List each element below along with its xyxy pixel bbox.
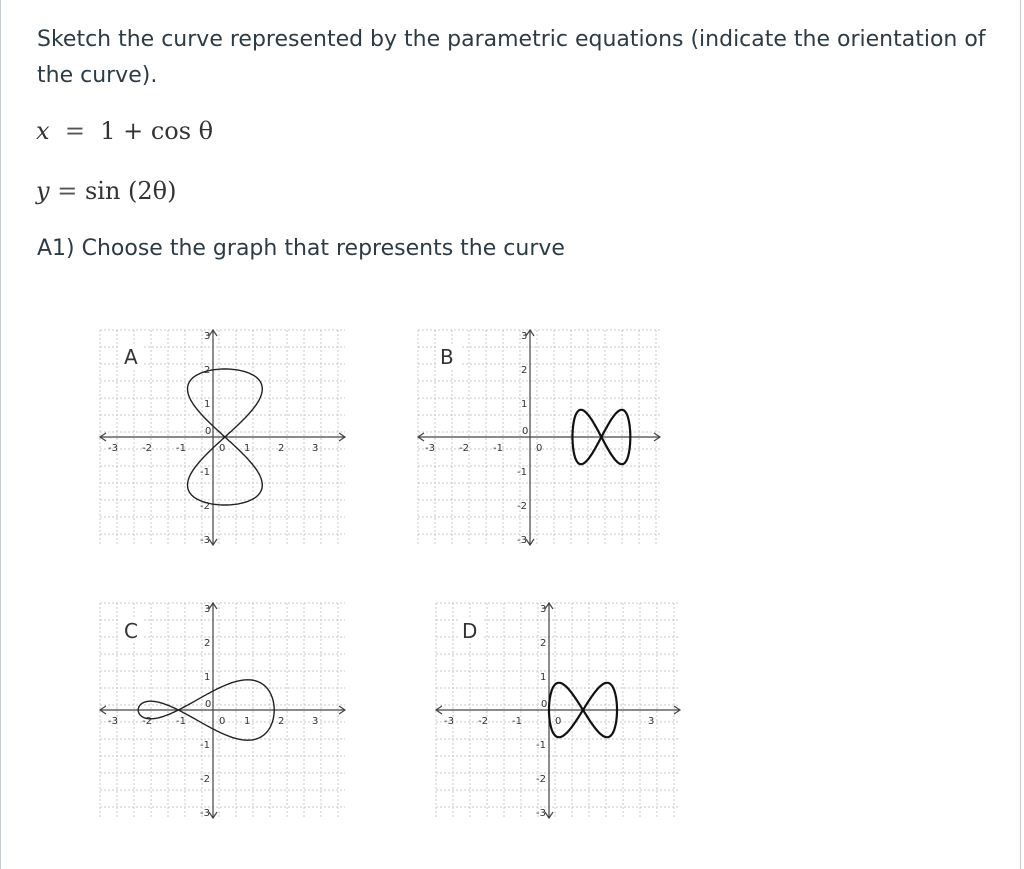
graph-option-c[interactable]: [100, 603, 345, 819]
x-tick-label: 0: [555, 716, 562, 727]
y-tick-label: 2: [521, 365, 528, 376]
y-tick-label: 2: [204, 365, 211, 376]
y-tick-label: 1: [204, 399, 211, 410]
y-tick-label: 3: [204, 604, 211, 615]
x-tick-label: -2: [142, 443, 152, 454]
x-tick-label: 3: [648, 716, 655, 727]
y-tick-label: 0: [205, 699, 212, 710]
x-tick-label: 0: [219, 716, 226, 727]
y-tick-label: 1: [540, 672, 547, 683]
question-text: Sketch the curve represented by the parametric equations (indicate the orientation of the curve).: [37, 27, 986, 88]
y-tick-label: -3: [200, 808, 210, 819]
y-tick-label: 3: [540, 604, 547, 615]
y-tick-label: -3: [200, 535, 210, 546]
x-tick-label: -3: [425, 443, 435, 454]
y-tick-label: -3: [536, 808, 546, 819]
equation-x-var: x: [36, 117, 50, 145]
y-tick-label: 0: [522, 426, 529, 437]
graph-option-a[interactable]: [100, 330, 345, 546]
panel-label: C: [124, 619, 138, 643]
x-tick-label: 0: [536, 443, 543, 454]
graph-option-d[interactable]: [436, 603, 680, 819]
x-tick-label: 1: [244, 443, 251, 454]
x-tick-label: 3: [312, 443, 319, 454]
y-tick-label: 3: [204, 331, 211, 342]
y-tick-label: -1: [536, 740, 546, 751]
x-tick-label: -2: [142, 716, 152, 727]
y-tick-label: 1: [204, 672, 211, 683]
x-tick-label: -3: [108, 716, 118, 727]
panel-label: B: [440, 345, 454, 369]
panel-label: D: [462, 619, 478, 643]
x-tick-label: -1: [512, 716, 522, 727]
y-tick-label: -1: [517, 467, 527, 478]
equation-y-rhs: sin (2θ): [84, 177, 177, 205]
y-tick-label: -3: [517, 535, 527, 546]
x-tick-label: -3: [108, 443, 118, 454]
x-tick-label: 1: [244, 716, 251, 727]
y-tick-label: -1: [200, 740, 210, 751]
y-tick-label: 0: [205, 426, 212, 437]
equation-y-var: y: [36, 177, 50, 205]
y-tick-label: 3: [521, 331, 528, 342]
x-tick-label: 0: [219, 443, 226, 454]
y-tick-label: -2: [517, 501, 527, 512]
x-tick-label: 2: [278, 443, 285, 454]
x-tick-label: 2: [278, 716, 285, 727]
x-tick-label: -1: [176, 443, 186, 454]
equation-y-eq: =: [57, 177, 78, 205]
answer-prompt: A1) Choose the graph that represents the curve: [37, 236, 565, 261]
y-tick-label: -2: [200, 774, 210, 785]
y-tick-label: -2: [200, 501, 210, 512]
x-tick-label: -1: [176, 716, 186, 727]
graph-option-b[interactable]: [418, 330, 660, 546]
y-tick-label: 2: [540, 638, 547, 649]
x-tick-label: -1: [493, 443, 503, 454]
x-tick-label: -2: [459, 443, 469, 454]
x-tick-label: -2: [478, 716, 488, 727]
y-tick-label: -1: [200, 467, 210, 478]
y-tick-label: -2: [536, 774, 546, 785]
x-tick-label: -3: [444, 716, 454, 727]
y-tick-label: 2: [204, 638, 211, 649]
y-tick-label: 1: [521, 399, 528, 410]
y-tick-label: 0: [541, 699, 548, 710]
x-tick-label: 3: [312, 716, 319, 727]
panel-label: A: [124, 345, 138, 369]
equation-x-rhs: 1 + cos θ: [100, 117, 214, 145]
equation-x-eq: =: [64, 117, 85, 145]
